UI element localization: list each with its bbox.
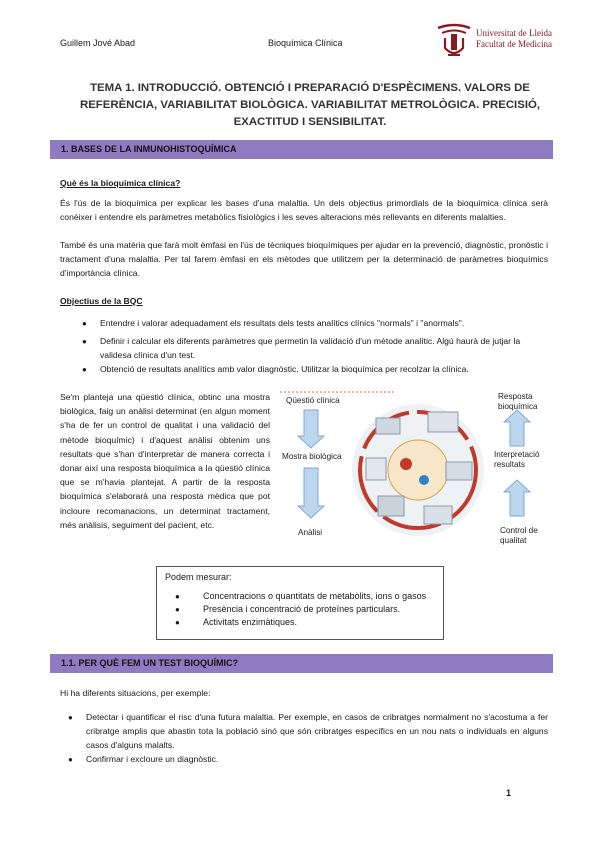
diagram-label-question: Qüestió clínica	[286, 396, 340, 405]
header-author: Guillem Jové Abad	[60, 38, 136, 48]
diagram-label-sample: Mostra biològica	[282, 452, 342, 461]
university-crest-icon	[434, 22, 474, 62]
paragraph-1: És l'ús de la bioquímica per explicar les bases d'una malaltia. Un dels objectius primordials de la bioquímica clínica serà conèixer i entendre els paràmetres metabòlics fisiològics i les seves alteracions més rellevants en diferents malalties.	[60, 198, 548, 222]
logo-university-name: Universitat de Lleida	[476, 28, 552, 38]
objectives-list	[60, 316, 550, 376]
diagram-label-response: Resposta bioquímica	[498, 392, 538, 411]
diagram-label-analysis: Anàlisi	[298, 528, 323, 537]
subsection-heading-bar	[50, 654, 553, 673]
bullet-icon: ●	[68, 713, 73, 722]
objectives-heading: Objectius de la BQC	[60, 296, 143, 306]
process-description: Se'm planteja una qüestió clínica, obtinc una mostra biològica, faig un anàlisi determinat (en algun moment s'ha de fer un control de qualitat i una validació del mètode bioquímic) i d'aquest anàlisi obtenim uns resultats que s'han d'interpretar de manera correcta i donar així una resposta bioquímica a la qüestió clínica que se m'havia plantejat. A partir de la resposta bioquímica s'elaborarà una resposta mèdica que pot incloure recomanacions, un determinat tractament, més anàlisis, seguiment del pacient, etc.	[60, 392, 270, 530]
reason-item: Confirmar i excloure un diagnòstic.	[86, 754, 219, 764]
measurable-box	[156, 566, 444, 640]
bullet-icon: ●	[82, 319, 87, 328]
bullet-icon: ●	[175, 618, 180, 627]
diagram-label-quality-control: Control de qualitat	[500, 526, 538, 545]
section-heading: 1. BASES DE LA INMUNOHISTOQUÍMICA	[61, 144, 237, 154]
box-item: Concentracions o quantitats de metabòlits, ions o gasos	[203, 591, 427, 601]
subsection-intro: Hi ha diferents situacions, per exemple:	[60, 688, 211, 698]
bullet-icon: ●	[82, 337, 87, 346]
paragraph-2: També és una matèria que farà molt èmfasi en l'ús de tècniques bioquímiques per ajudar en la prevenció, diagnòstic, pronòstic i tractament d'una malaltia. Per tal farem èmfasi en els mètodes que utilitzem per la determinació de paràmetres bioquímics d'importància clínica.	[60, 240, 548, 278]
university-logo	[434, 22, 564, 62]
box-item: Presència i concentració de proteïnes particulars.	[203, 604, 401, 614]
bullet-icon: ●	[82, 365, 87, 374]
header-subject: Bioquímica Clínica	[268, 38, 343, 48]
section-heading-bar	[50, 140, 553, 159]
objective-item: Definir i calcular els diferents paràmetres que permetin la validació d'un mètode analític. Algú haurà de jutjar la validesa clínica d'un test.	[100, 336, 521, 360]
question-heading: Què és la bioquímica clínica?	[60, 178, 181, 188]
bullet-icon: ●	[68, 755, 73, 764]
clinical-process-diagram	[278, 388, 550, 548]
objective-item: Obtenció de resultats analítics amb valor diagnòstic. Utilitzar la bioquímica per recolzar la clínica.	[100, 364, 469, 374]
box-item: Activitats enzimàtiques.	[203, 617, 298, 627]
logo-text	[476, 28, 552, 50]
objective-item: Entendre i valorar adequadament els resultats dels tests analítics clínics "normals" i "anormals".	[100, 318, 465, 328]
document-title: TEMA 1. INTRODUCCIÓ. OBTENCIÓ I PREPARACIÓ D'ESPÈCIMENS. VALORS DE REFERÈNCIA, VARIABILITAT BIOLÒGICA. VARIABILITAT METROLÒGICA. PRECISIÓ, EXACTITUD I SENSIBILITAT.	[79, 82, 541, 128]
box-heading: Podem mesurar:	[165, 572, 232, 582]
subsection-heading: 1.1. PER QUÈ FEM UN TEST BIOQUÍMIC?	[61, 658, 239, 668]
reasons-list	[60, 710, 550, 770]
bullet-icon: ●	[175, 605, 180, 614]
diagram-label-interpretation: Interpretació resultats	[494, 450, 540, 469]
page-number: 1	[506, 788, 512, 798]
bullet-icon: ●	[175, 592, 180, 601]
reason-item: Detectar i quantificar el risc d'una futura malaltia. Per exemple, en casos de cribratges normalment no s'acostuma a fer cribratge amplis que abastin tota la població sinó que són cribratges específics en un nou nats o individuals en alguns casos d'alguns malalts.	[86, 712, 548, 750]
logo-faculty-name: Facultat de Medicina	[476, 39, 552, 49]
